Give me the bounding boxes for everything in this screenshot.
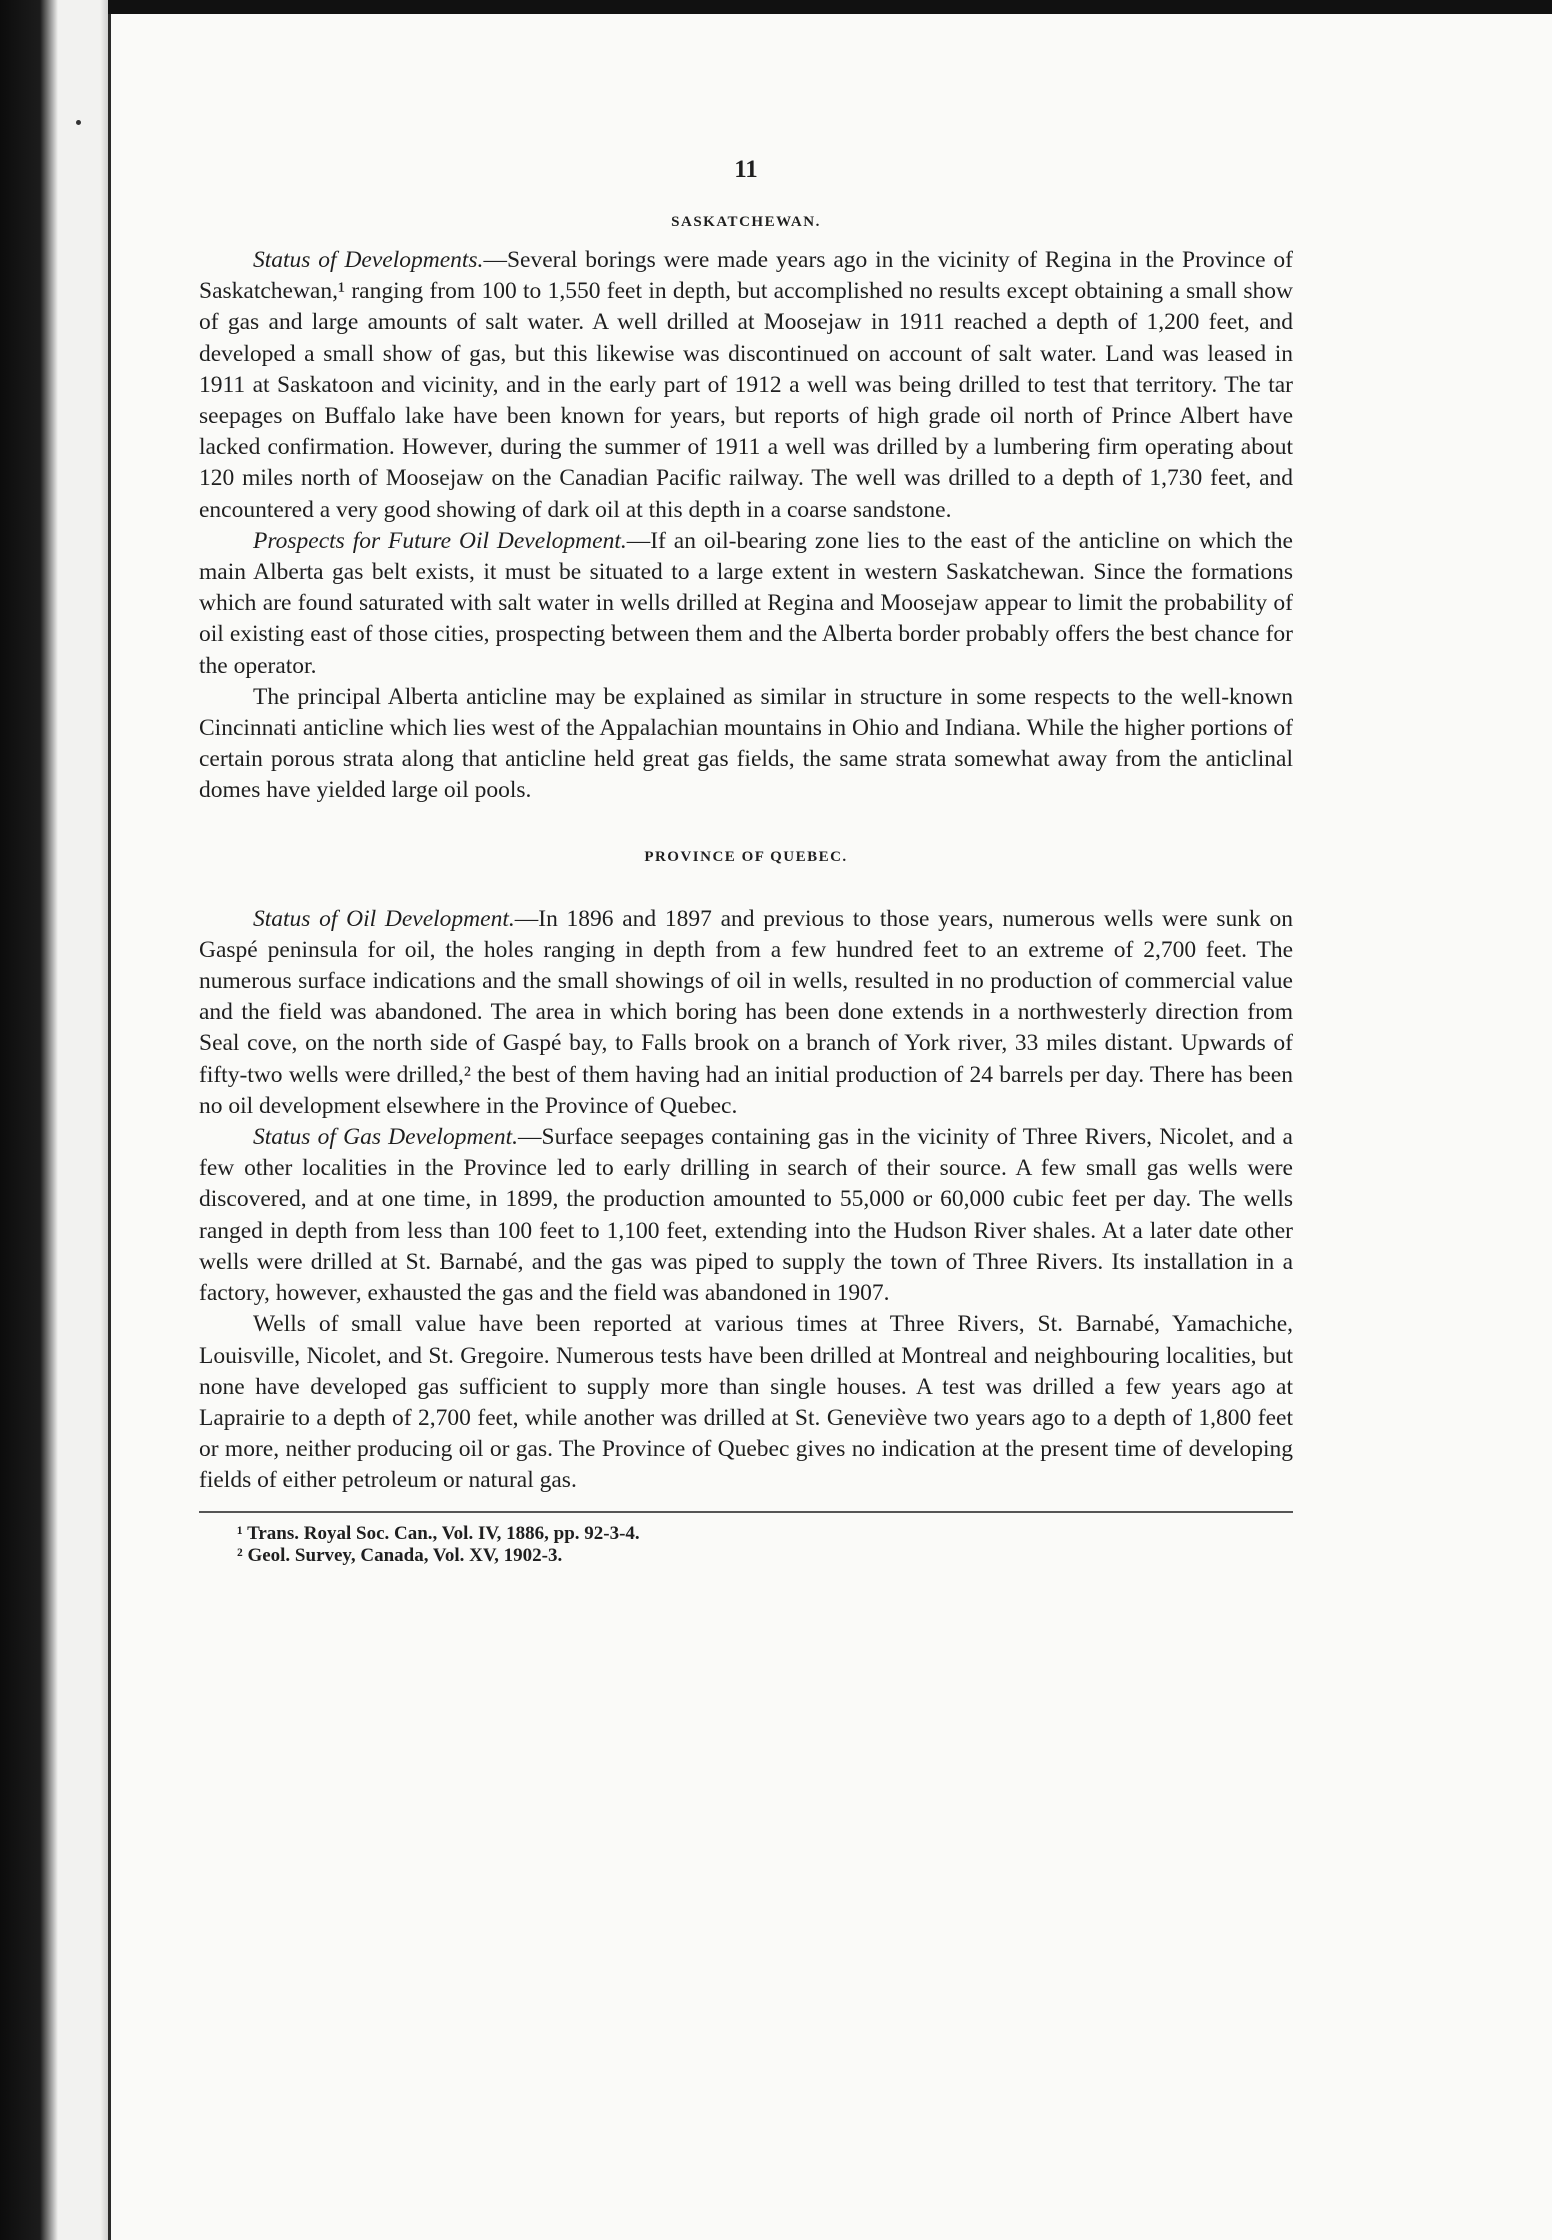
paragraph-text: —If an oil-bearing zone lies to the east of the anticline on which the main Alberta gas belt exists, it must be situated to a large extent in western Saskatchewan. Since the formations which are found saturated with salt water in wells drilled at Regina and Moosejaw appear to limit the probability of oil existing east of those cities, prospecting between them and the Alberta border probably offers the best chance for the operator. (199, 527, 1293, 679)
paragraph-lead: Status of Oil Development. (253, 905, 515, 932)
paragraph-lead: Status of Developments. (253, 247, 484, 273)
paragraph (199, 904, 1293, 1122)
paragraph (199, 1309, 1293, 1496)
footnote-divider (199, 1511, 1293, 1513)
section-heading-quebec: PROVINCE OF QUEBEC. (644, 848, 848, 865)
paragraph-text: The principal Alberta anticline may be explained as similar in structure in some respects to the well-known Cincinnati anticline which lies west of the Appalachian mountains in Ohio and Indiana. While the higher portions of certain porous strata along that anticline held great gas fields, the same strata somewhat away from the anticlinal domes have yielded large oil pools. (199, 683, 1293, 804)
paragraph-lead: Prospects for Future Oil Development. (253, 527, 627, 554)
paragraph-lead: Status of Gas Development. (253, 1124, 519, 1151)
paragraph (199, 1122, 1293, 1309)
page-number: 11 (734, 156, 758, 183)
paragraph-text: Wells of small value have been reported at various times at Three Rivers, St. Barnabé, Yamachiche, Louisville, Nicolet, and St. Gregoire. Numerous tests have been drilled at Montreal and neighbouring localities, but none have developed gas sufficient to supply more than single houses. A test was drilled a few years ago at Laprairie to a depth of 2,700 feet, while another was drilled at St. Geneviève two years ago to a depth of 1,800 feet or more, neither producing oil or gas. The Province of Quebec gives no indication at the present time of developing fields of either petroleum or natural gas. (199, 1311, 1293, 1494)
paragraph (199, 245, 1293, 526)
paragraph-text: —In 1896 and 1897 and previous to those years, numerous wells were sunk on Gaspé peninsula for oil, the holes ranging in depth from a few hundred feet to an extreme of 2,700 feet. The numerous surface indications and the small showings of oil in wells, resulted in no production of commercial value and the field was abandoned. The area in which boring has been done extends in a northwesterly direction from Seal cove, on the north side of Gaspé bay, to Falls brook on a branch of York river, 33 miles distant. Upwards of fifty-two wells were drilled,² the best of them having had an initial production of 24 barrels per day. There has been no oil development elsewhere in the Province of Quebec. (199, 905, 1294, 1119)
paragraph (199, 526, 1293, 682)
footnote: ¹ Trans. Royal Soc. Can., Vol. IV, 1886, pp. 92-3-4. (237, 1522, 640, 1544)
paragraph-text: —Several borings were made years ago in the vicinity of Regina in the Province of Saskatchewan,¹ ranging from 100 to 1,550 feet in depth, but accomplished no results except obtaining a small show of gas and large amounts of salt water. A well drilled at Moosejaw in 1911 reached a depth of 1,200 feet, and developed a small show of gas, but this likewise was discontinued on account of salt water. Land was leased in 1911 at Saskatoon and vicinity, and in the early part of 1912 a well was being drilled to test that territory. The tar seepages on Buffalo lake have been known for years, but reports of high grade oil north of Prince Albert have lacked confirmation. However, during the summer of 1911 a well was drilled by a lumbering firm operating about 120 miles north of Moosejaw on the Canadian Pacific railway. The well was drilled to a depth of 1,730 feet, and encountered a very good showing of dark oil at this depth in a coarse sandstone. (199, 247, 1293, 523)
scan-speck (76, 120, 81, 125)
paragraph (199, 682, 1293, 807)
section-heading-saskatchewan: SASKATCHEWAN. (671, 214, 821, 230)
footnote: ² Geol. Survey, Canada, Vol. XV, 1902-3. (237, 1544, 563, 1566)
scan-top-edge (0, 0, 1552, 14)
page-content (199, 156, 1293, 1567)
paragraph-text: —Surface seepages containing gas in the vicinity of Three Rivers, Nicolet, and a few other localities in the Province led to early drilling in search of their source. A few small gas wells were discovered, and at one time, in 1899, the production amounted to 55,000 or 60,000 cubic feet per day. The wells ranged in depth from less than 100 feet to 1,100 feet, extending into the Hudson River shales. At a later date other wells were drilled at St. Barnabé, and the gas was piped to supply the town of Three Rivers. Its installation in a factory, however, exhausted the gas and the field was abandoned in 1907. (199, 1124, 1293, 1307)
scan-left-edge (0, 0, 108, 2240)
